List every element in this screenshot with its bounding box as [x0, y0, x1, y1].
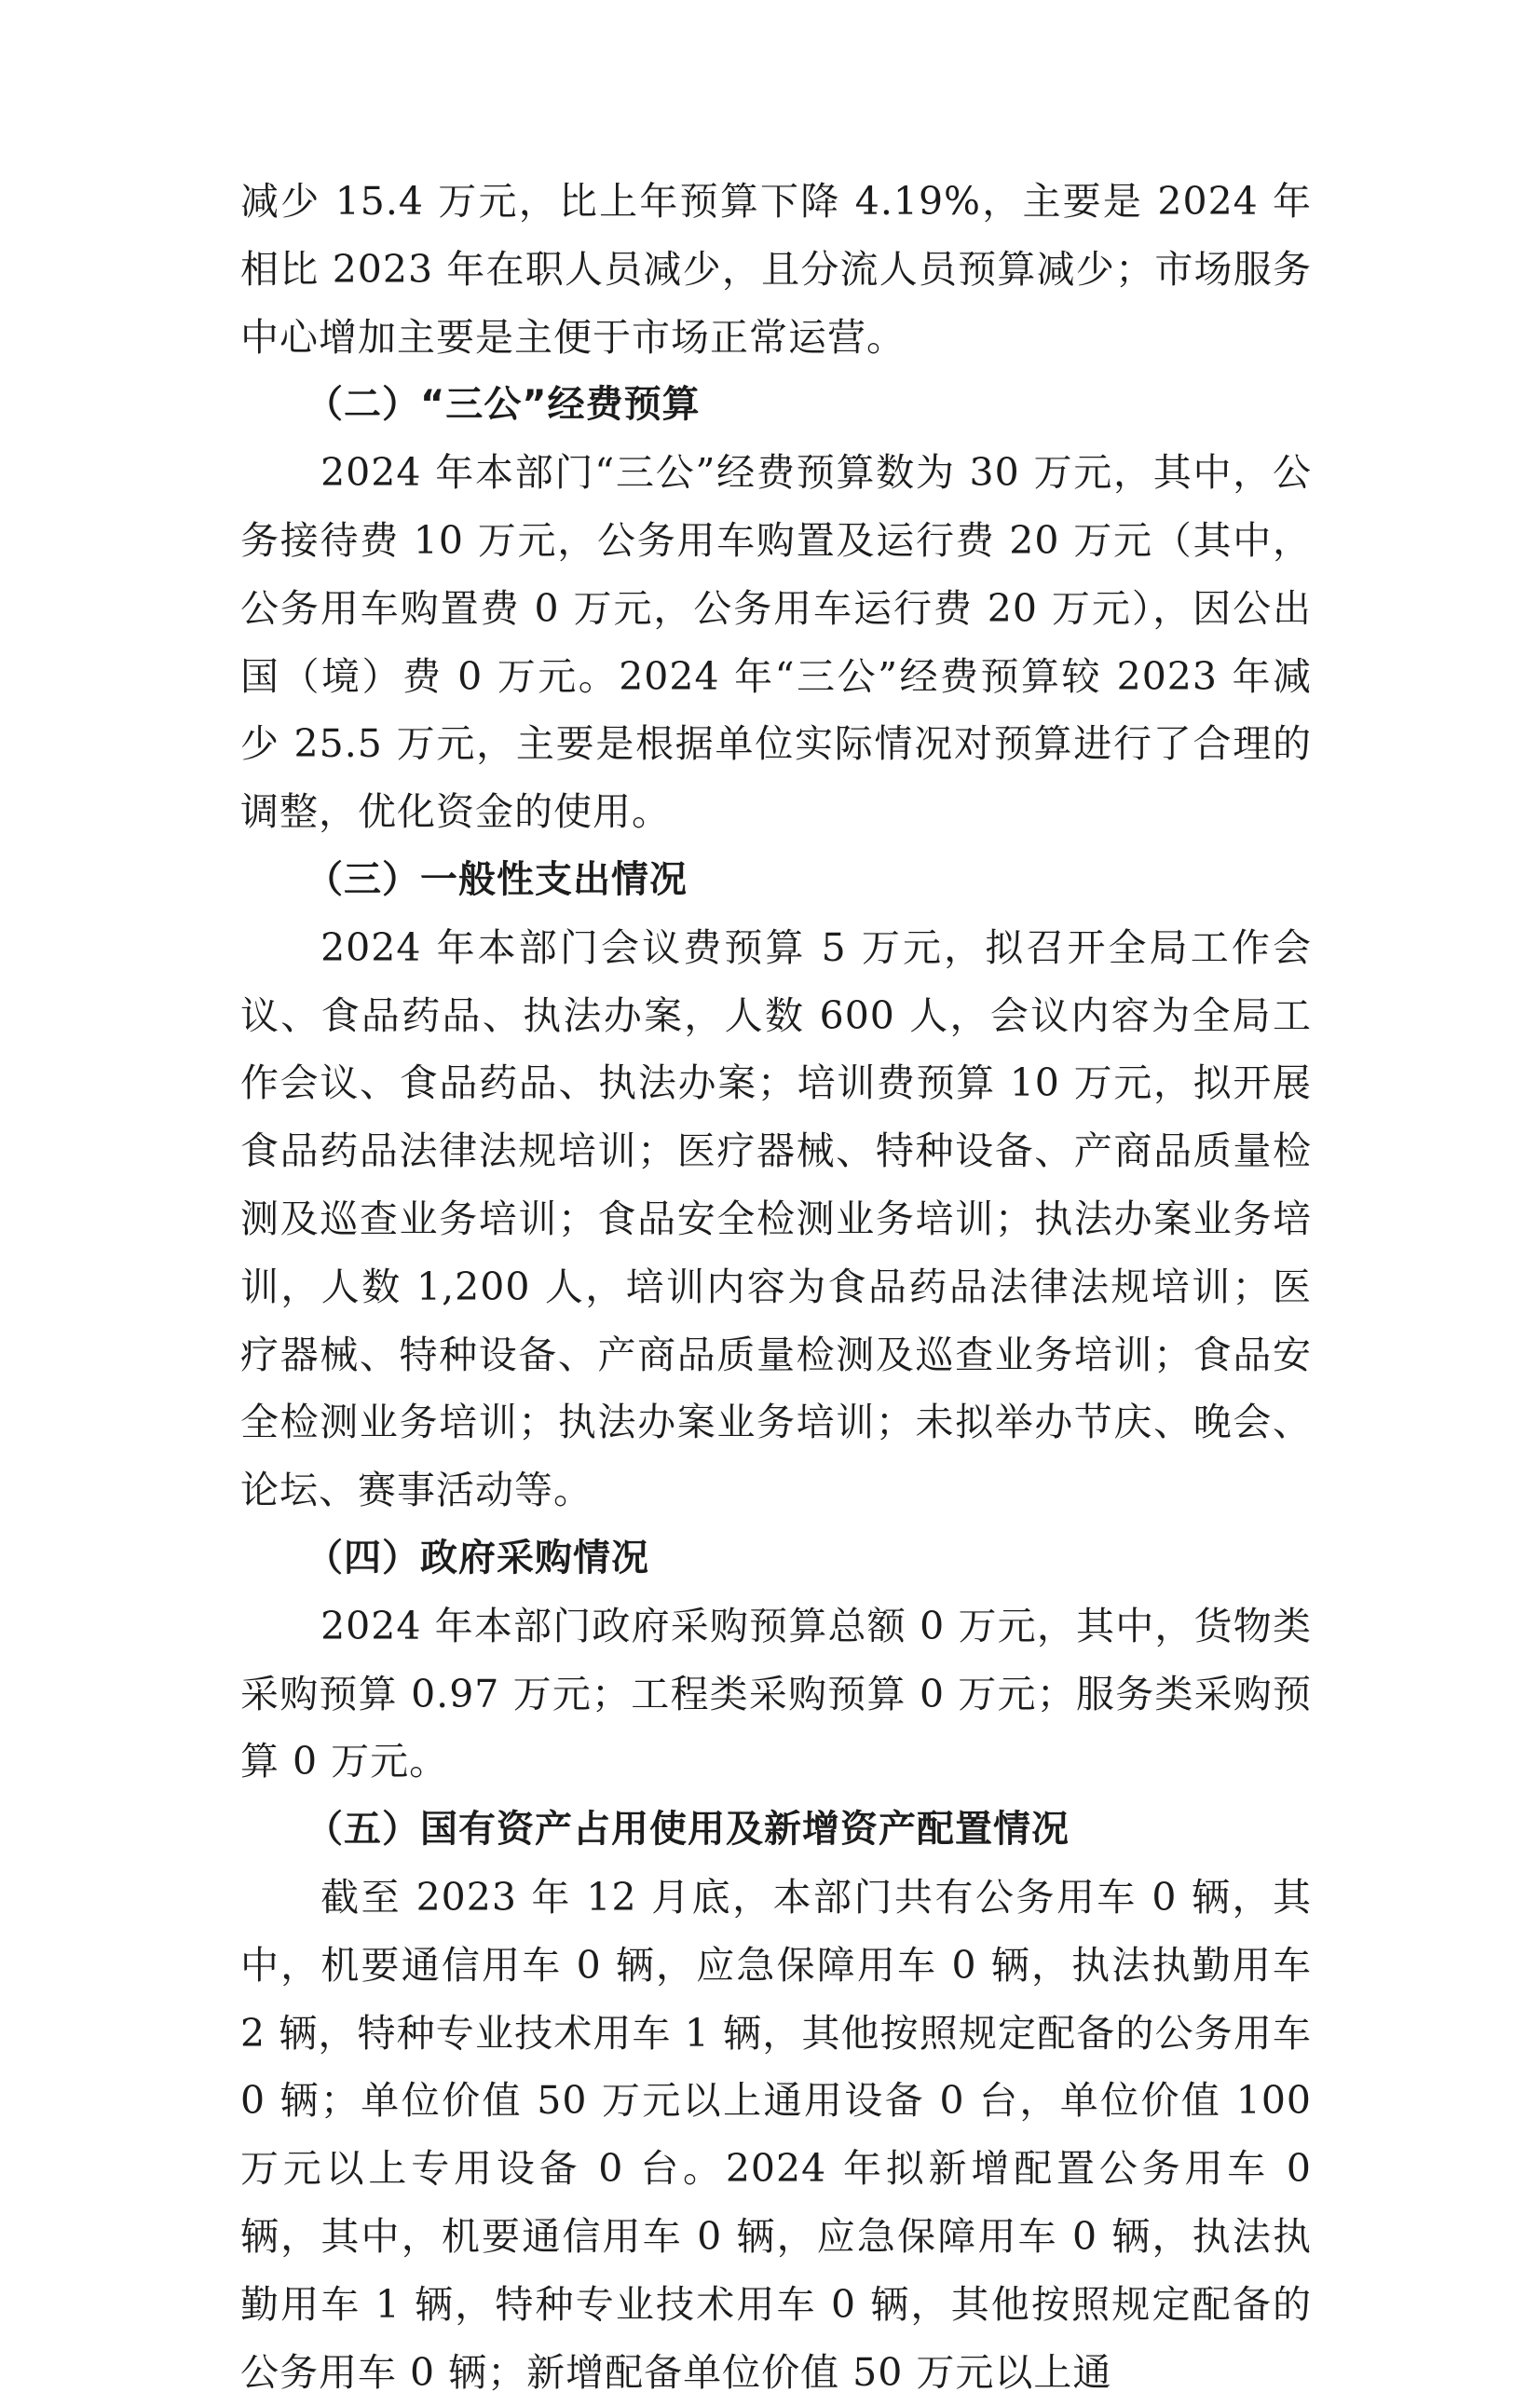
paragraph-state-assets: 截至 2023 年 12 月底，本部门共有公务用车 0 辆，其中，机要通信用车 0 辆，应急保障用车 0 辆，执法执勤用车 2 辆，特种专业技术用车 1 辆，其他按照规定配备的公务用车 0 辆；单位价值 50 万元以上通用设备 0 台，单位价值 100 万元以上专用设备 0 台。2024 年拟新增配置公务用车 0 辆，其中，机要通信用车 0 辆，应急保障用车 0 辆，执法执勤用车 1 辆，特种专业技术用车 0 辆，其他按照规定配备的公务用车 0 辆；新增配备单位价值 50 万元以上通	[240, 1874, 1312, 2395]
section-heading-government-procurement: （四）政府采购情况	[306, 1536, 649, 1579]
section-heading-three-public-expenses: （二）“三公”经费预算	[306, 383, 701, 427]
section-heading-state-assets: （五）国有资产占用使用及新增资产配置情况	[306, 1808, 1070, 1852]
document-body	[240, 168, 1312, 2406]
paragraph-three-public-expenses: 2024 年本部门“三公”经费预算数为 30 万元，其中，公务接待费 10 万元，公务用车购置及运行费 20 万元（其中，公务用车购置费 0 万元，公务用车运行费 20 万元），因公出国（境）费 0 万元。2024 年“三公”经费预算较 2023 年减少 25.5 万元，主要是根据单位实际情况对预算进行了合理的调整，优化资金的使用。	[240, 450, 1312, 835]
paragraph-general-expenditure: 2024 年本部门会议费预算 5 万元，拟召开全局工作会议、食品药品、执法办案，人数 600 人，会议内容为全局工作会议、食品药品、执法办案；培训费预算 10 万元，拟开展食品药品法律法规培训；医疗器械、特种设备、产商品质量检测及巡查业务培训；食品安全检测业务培训；执法办案业务培训，人数 1,200 人，培训内容为食品药品法律法规培训；医疗器械、特种设备、产商品质量检测及巡查业务培训；食品安全检测业务培训；执法办案业务培训；未拟举办节庆、晚会、论坛、赛事活动等。	[240, 924, 1312, 1513]
paragraph-personnel-budget-continued: 减少 15.4 万元，比上年预算下降 4.19%，主要是 2024 年相比 2023 年在职人员减少，且分流人员预算减少；市场服务中心增加主要是主便于市场正常运营。	[240, 179, 1312, 360]
section-heading-general-expenditure: （三）一般性支出情况	[306, 857, 688, 901]
paragraph-government-procurement: 2024 年本部门政府采购预算总额 0 万元，其中，货物类采购预算 0.97 万元；工程类采购预算 0 万元；服务类采购预算 0 万元。	[240, 1603, 1312, 1784]
